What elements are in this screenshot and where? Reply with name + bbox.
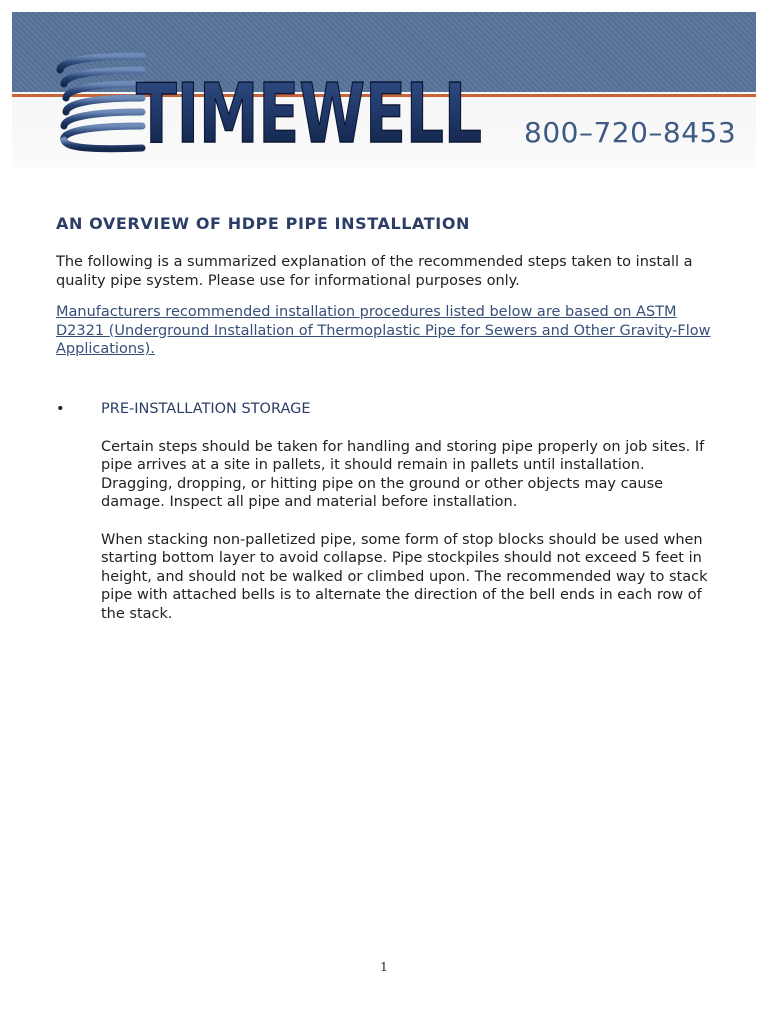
section-heading-row <box>56 400 716 419</box>
document-body <box>56 214 716 359</box>
section-body <box>101 438 719 624</box>
section-paragraph: Certain steps should be taken for handling and storing pipe properly on job sites. If pipe arrives at a site in pallets, it should remain in pallets until installation. Dragging, dropping, or hitting pipe on the ground or other objects may cause damage. Inspect all pipe and material before installation. <box>101 438 705 510</box>
bullet-icon: • <box>56 401 65 417</box>
pipe-coils <box>60 56 142 149</box>
section-heading: PRE-INSTALLATION STORAGE <box>101 401 311 417</box>
intro-paragraph: The following is a summarized explanation of the recommended steps taken to install a quality pipe system. Please use for informational purposes only. <box>56 254 693 289</box>
standard-note: Manufacturers recommended installation procedures listed below are based on ASTM D2321 (Underground Installation of Thermoplastic Pipe for Sewers and Other Gravity-Flow Applications). <box>56 304 711 357</box>
page-number: 1 <box>380 960 388 974</box>
timewell-logo <box>52 46 492 158</box>
document-title: AN OVERVIEW OF HDPE PIPE INSTALLATION <box>56 214 471 233</box>
section-paragraph: When stacking non-palletized pipe, some form of stop blocks should be used when starting bottom layer to avoid collapse. Pipe stockpiles should not exceed 5 feet in height, and should not be walked or climbed upon. The recommended way to stack pipe with attached bells is to alternate the direction of the bell ends in each row of the stack. <box>101 531 708 622</box>
timewell-logo-graphic <box>52 46 492 158</box>
header-banner <box>12 12 756 168</box>
phone-number: 800–720–8453 <box>524 116 737 149</box>
section-pre-installation-storage <box>56 400 716 623</box>
logo-wordmark: TIMEWELL <box>136 67 482 158</box>
